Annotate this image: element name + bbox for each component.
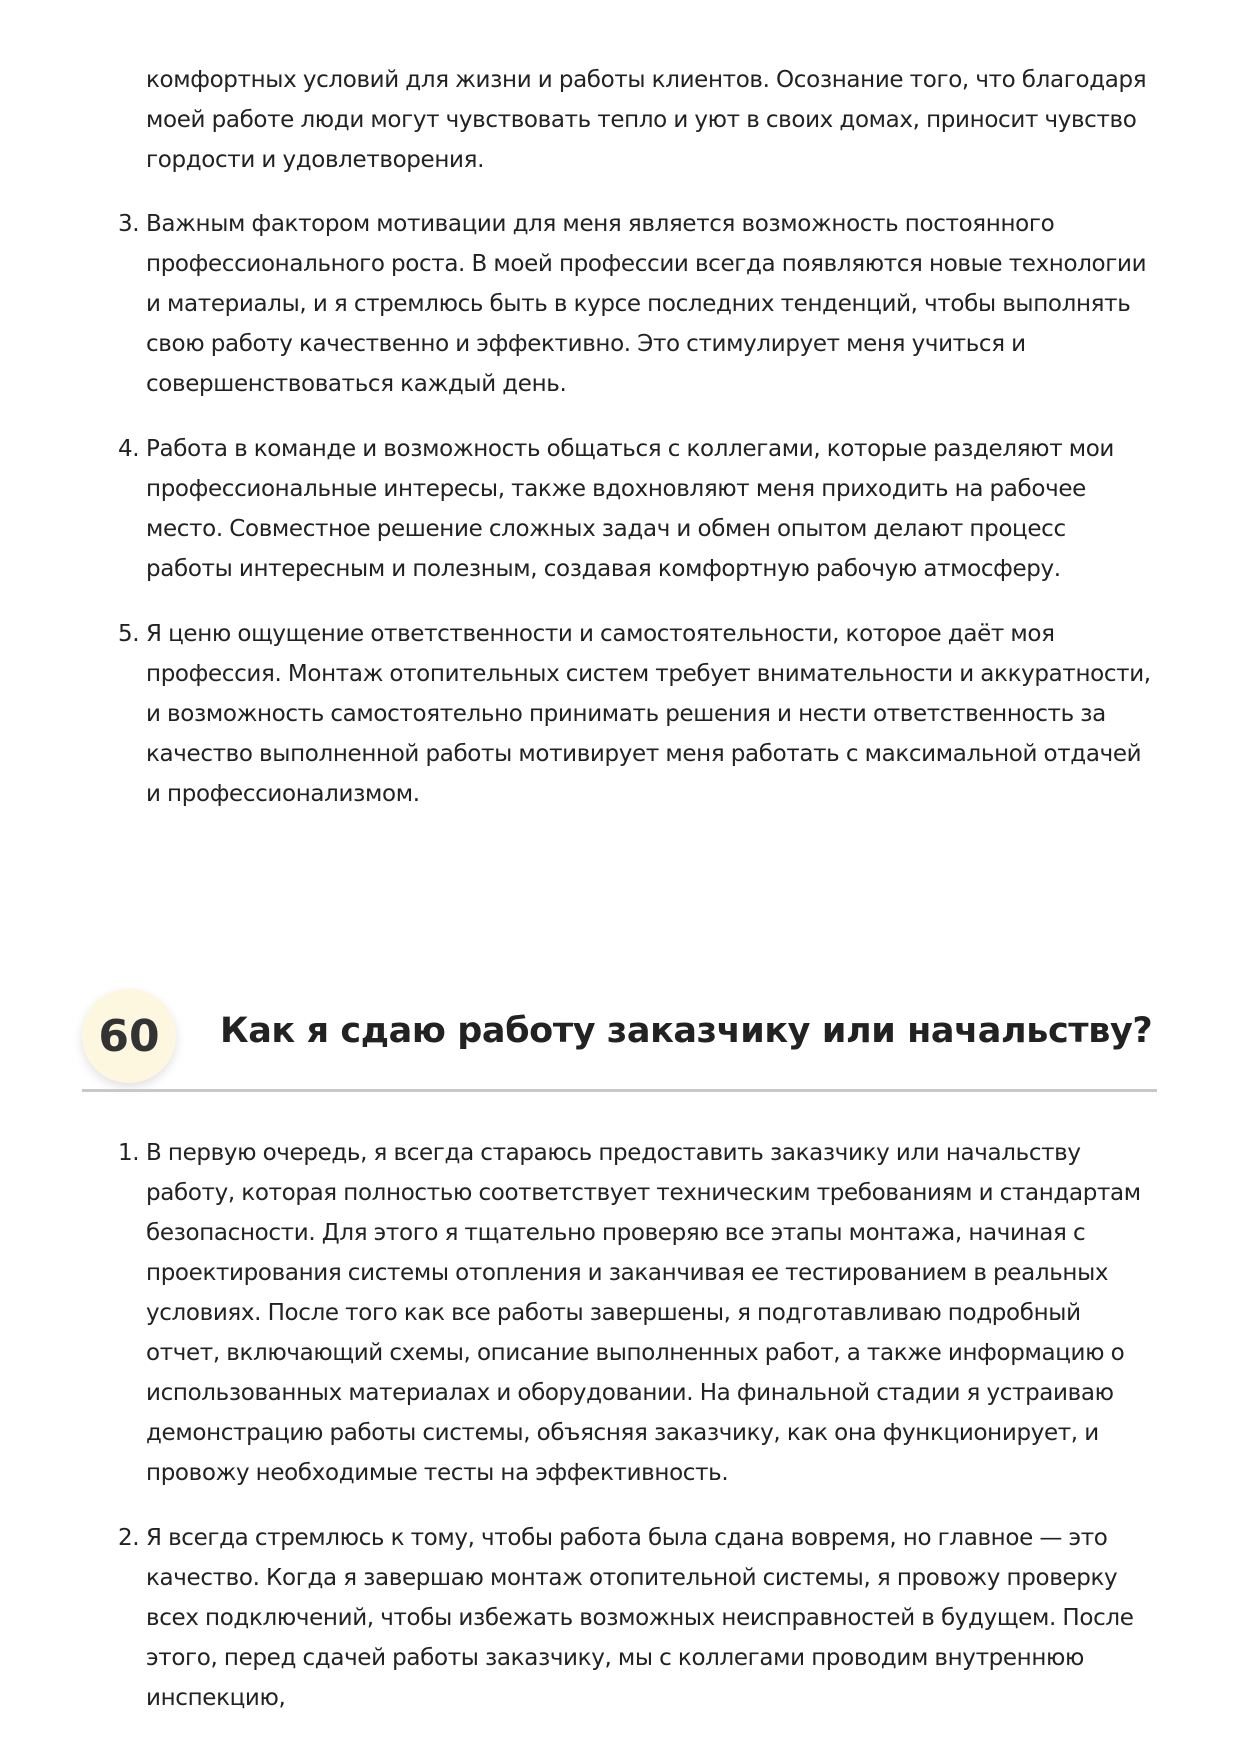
list-item-number: 1.	[118, 1140, 140, 1166]
list-item-text: Я всегда стремлюсь к тому, чтобы работа была сдана вовремя, но главное — это качество. Когда я завершаю монтаж отопительной системы, я провожу проверку всех подключений, чтобы избежать возможных неисправностей в будущем. После этого, перед сдачей работы заказчику, мы с коллегами проводим внутреннюю инспекцию,	[146, 1525, 1134, 1711]
list-item-text: В первую очередь, я всегда стараюсь предоставить заказчику или начальству работу, которая полностью соответствует техническим требованиям и стандартам безопасности. Для этого я тщательно проверяю все этапы монтажа, начиная с проектирования системы отопления и заканчивая ее тестированием в реальных условиях. После того как все работы завершены, я подготавливаю подробный отчет, включающий схемы, описание выполненных работ, а также информацию о использованных материалах и оборудовании. На финальной стадии я устраиваю демонстрацию работы системы, объясняя заказчику, как она функционирует, и провожу необходимые тесты на эффективность.	[146, 1140, 1141, 1486]
list-item-number: 4.	[118, 436, 140, 462]
list-item	[0, 204, 1239, 404]
list-item	[0, 1133, 1239, 1493]
list-item	[0, 429, 1239, 589]
section-number-badge: 60	[82, 989, 176, 1083]
handover-list	[0, 1133, 1239, 1718]
list-item	[0, 614, 1239, 814]
motivation-list	[0, 204, 1239, 814]
section-title: Как я сдаю работу заказчику или начальству?	[220, 1011, 1153, 1051]
continued-paragraph	[0, 60, 1239, 180]
list-item-text: Работа в команде и возможность общаться с коллегами, которые разделяют мои профессиональные интересы, также вдохновляют меня приходить на рабочее место. Совместное решение сложных задач и обмен опытом делают процесс работы интересным и полезным, создавая комфортную рабочую атмосферу.	[146, 436, 1115, 582]
list-item-number: 2.	[118, 1525, 140, 1551]
section-header	[82, 985, 1157, 1093]
section-divider	[82, 1089, 1157, 1092]
list-item-text: Важным фактором мотивации для меня является возможность постоянного профессионального роста. В моей профессии всегда появляются новые технологии и материалы, и я стремлюсь быть в курсе последних тенденций, чтобы выполнять свою работу качественно и эффективно. Это стимулирует меня учиться и совершенствоваться каждый день.	[146, 211, 1147, 397]
list-item	[0, 1518, 1239, 1718]
list-item-text: Я ценю ощущение ответственности и самостоятельности, которое даёт моя профессия. Монтаж отопительных систем требует внимательности и аккуратности, и возможность самостоятельно принимать решения и нести ответственность за качество выполненной работы мотивирует меня работать с максимальной отдачей и профессионализмом.	[146, 621, 1151, 807]
list-item-number: 3.	[118, 211, 140, 237]
continued-paragraph-text: комфортных условий для жизни и работы клиентов. Осознание того, что благодаря моей работе люди могут чувствовать тепло и уют в своих домах, приносит чувство гордости и удовлетворения.	[146, 67, 1147, 173]
list-item-number: 5.	[118, 621, 140, 647]
